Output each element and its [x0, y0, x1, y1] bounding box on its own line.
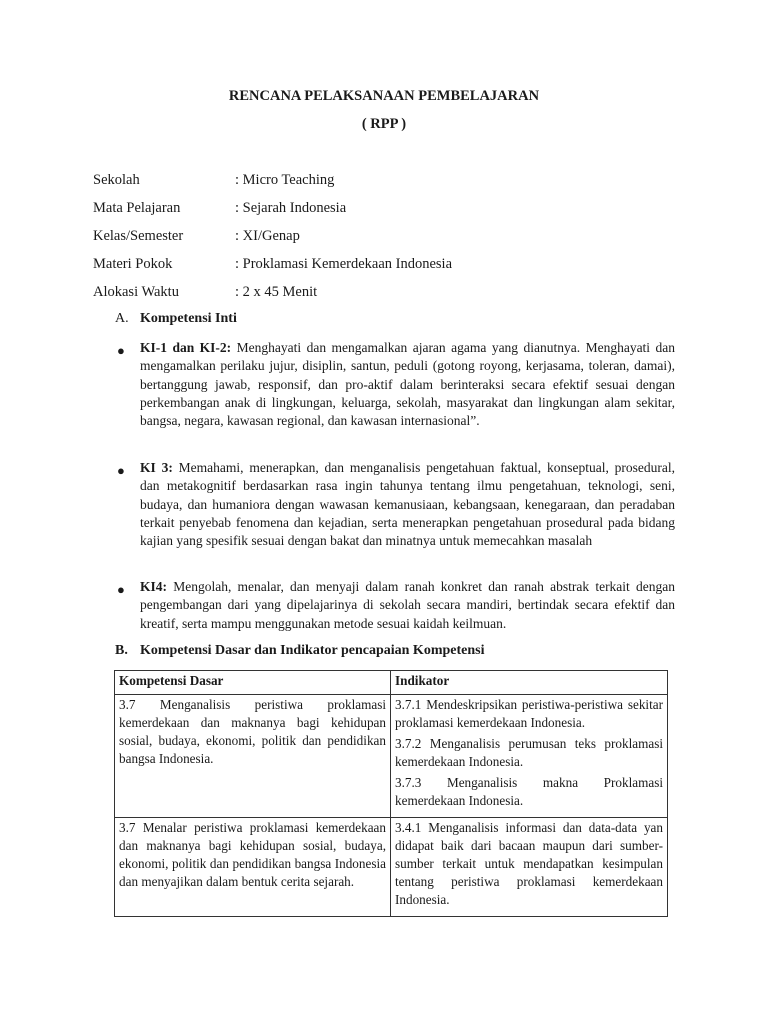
bullet-text — [140, 578, 675, 633]
bullet-text — [140, 459, 675, 550]
section-a-heading — [115, 311, 237, 327]
identity-value: : Sejarah Indonesia — [235, 200, 347, 216]
bullet-body: Mengolah, menalar, dan menyaji dalam ranah konkret dan ranah abstrak terkait dengan pengembangan dari yang dipelajarinya di sekolah secara mandiri, bertindak secara efektif dan kreatif, serta mampu menggunakan metode sesuai kaidah keilmuan. — [140, 579, 675, 631]
ki-bullet — [115, 459, 675, 550]
identity-value: : Micro Teaching — [235, 172, 335, 188]
bullet-body: Memahami, menerapkan, dan menganalisis pengetahuan faktual, konseptual, prosedural, dan metakognitif berdasarkan rasa ingin tahunya tentang ilmu pengetahuan, teknologi, seni, budaya, dan humaniora dengan wawasan kemanusiaan, kebangsaan, kenegaraan, dan peradaban terkait penyebab fenomena dan kejadian, serta menerapkan pengetahuan prosedural pada bidang kajian yang spesifik sesuai dengan bakat dan minatnya untuk memecahkan masalah — [140, 460, 676, 549]
indicator-item: 3.7.3 Menganalisis makna Proklamasi kemerdekaan Indonesia. — [395, 775, 663, 808]
ki-bullet — [115, 339, 675, 430]
bullet-label: KI4: — [140, 579, 167, 594]
document-title: RENCANA PELAKSANAAN PEMBELAJARAN — [228, 88, 540, 104]
table-row — [115, 695, 668, 818]
identity-label: Sekolah — [93, 172, 140, 188]
identity-value: : XI/Genap — [235, 228, 300, 244]
indicator-cell — [391, 818, 668, 917]
column-header: Kompetensi Dasar — [115, 671, 391, 695]
bullet-icon: ● — [117, 582, 125, 597]
kd-cell: 3.7 Menganalisis peristiwa proklamasi kemerdekaan dan maknanya bagi kehidupan sosial, budaya, ekonomi, politik dan pendidikan bangsa Indonesia. — [115, 695, 391, 818]
identity-row — [93, 282, 452, 310]
ki-bullet — [115, 578, 675, 633]
column-header: Indikator — [391, 671, 668, 695]
identity-label: Alokasi Waktu — [93, 284, 179, 300]
section-title: Kompetensi Dasar dan Indikator pencapaian Kompetensi — [140, 643, 485, 658]
identity-row — [93, 170, 452, 198]
identity-label: Materi Pokok — [93, 256, 173, 272]
identity-label: Mata Pelajaran — [93, 200, 181, 216]
identity-value: : Proklamasi Kemerdekaan Indonesia — [235, 256, 453, 272]
bullet-icon: ● — [117, 463, 125, 478]
section-letter: B. — [115, 643, 128, 658]
indicator-item: 3.7.2 Menganalisis perumusan teks proklamasi kemerdekaan Indonesia. — [395, 736, 663, 769]
bullet-text — [140, 339, 675, 430]
table-row — [115, 818, 668, 917]
section-title: Kompetensi Inti — [140, 311, 237, 326]
section-letter: A. — [115, 311, 129, 326]
bullet-body: Menghayati dan mengamalkan ajaran agama yang dianutnya. Menghayati dan mengamalkan perilaku jujur, disiplin, santun, peduli (gotong royong, kerjasama, toleran, damai), bertanggung jawab, responsif, dan pro-aktif dalam berinteraksi secara efektif sesuai dengan perkembangan anak di lingkungan, keluarga, sekolah, masyarakat dan lingkungan alam sekitar, bangsa, negara, kawasan regional, dan kawasan internasional”. — [140, 340, 676, 429]
document-subtitle: ( RPP ) — [361, 116, 407, 132]
identity-row — [93, 226, 452, 254]
indicator-cell — [391, 695, 668, 818]
competency-table — [114, 670, 668, 917]
indicator-item: 3.7.1 Mendeskripsikan peristiwa-peristiwa sekitar proklamasi kemerdekaan Indonesia. — [395, 697, 663, 730]
identity-row — [93, 198, 452, 226]
bullet-label: KI-1 dan KI-2: — [140, 340, 232, 355]
identity-value: : 2 x 45 Menit — [235, 284, 318, 300]
kd-cell: 3.7 Menalar peristiwa proklamasi kemerdekaan dan maknanya bagi kehidupan sosial, budaya, ekonomi, politik dan pendidikan bangsa Indonesia dan menyajikan dalam bentuk cerita sejarah. — [115, 818, 391, 917]
identity-row — [93, 254, 452, 282]
identity-block — [93, 170, 452, 310]
section-b-heading — [115, 643, 484, 659]
table-header-row — [115, 671, 668, 695]
bullet-label: KI 3: — [140, 460, 173, 475]
indicator-item: 3.4.1 Menganalisis informasi dan data-data yan didapat baik dari bacaan maupun dari sumber-sumber terkait untuk mendapatkan kesimpulan tentang peristiwa proklamasi kemerdekaan Indonesia. — [395, 820, 663, 907]
identity-label: Kelas/Semester — [93, 228, 184, 244]
bullet-icon: ● — [117, 343, 125, 358]
